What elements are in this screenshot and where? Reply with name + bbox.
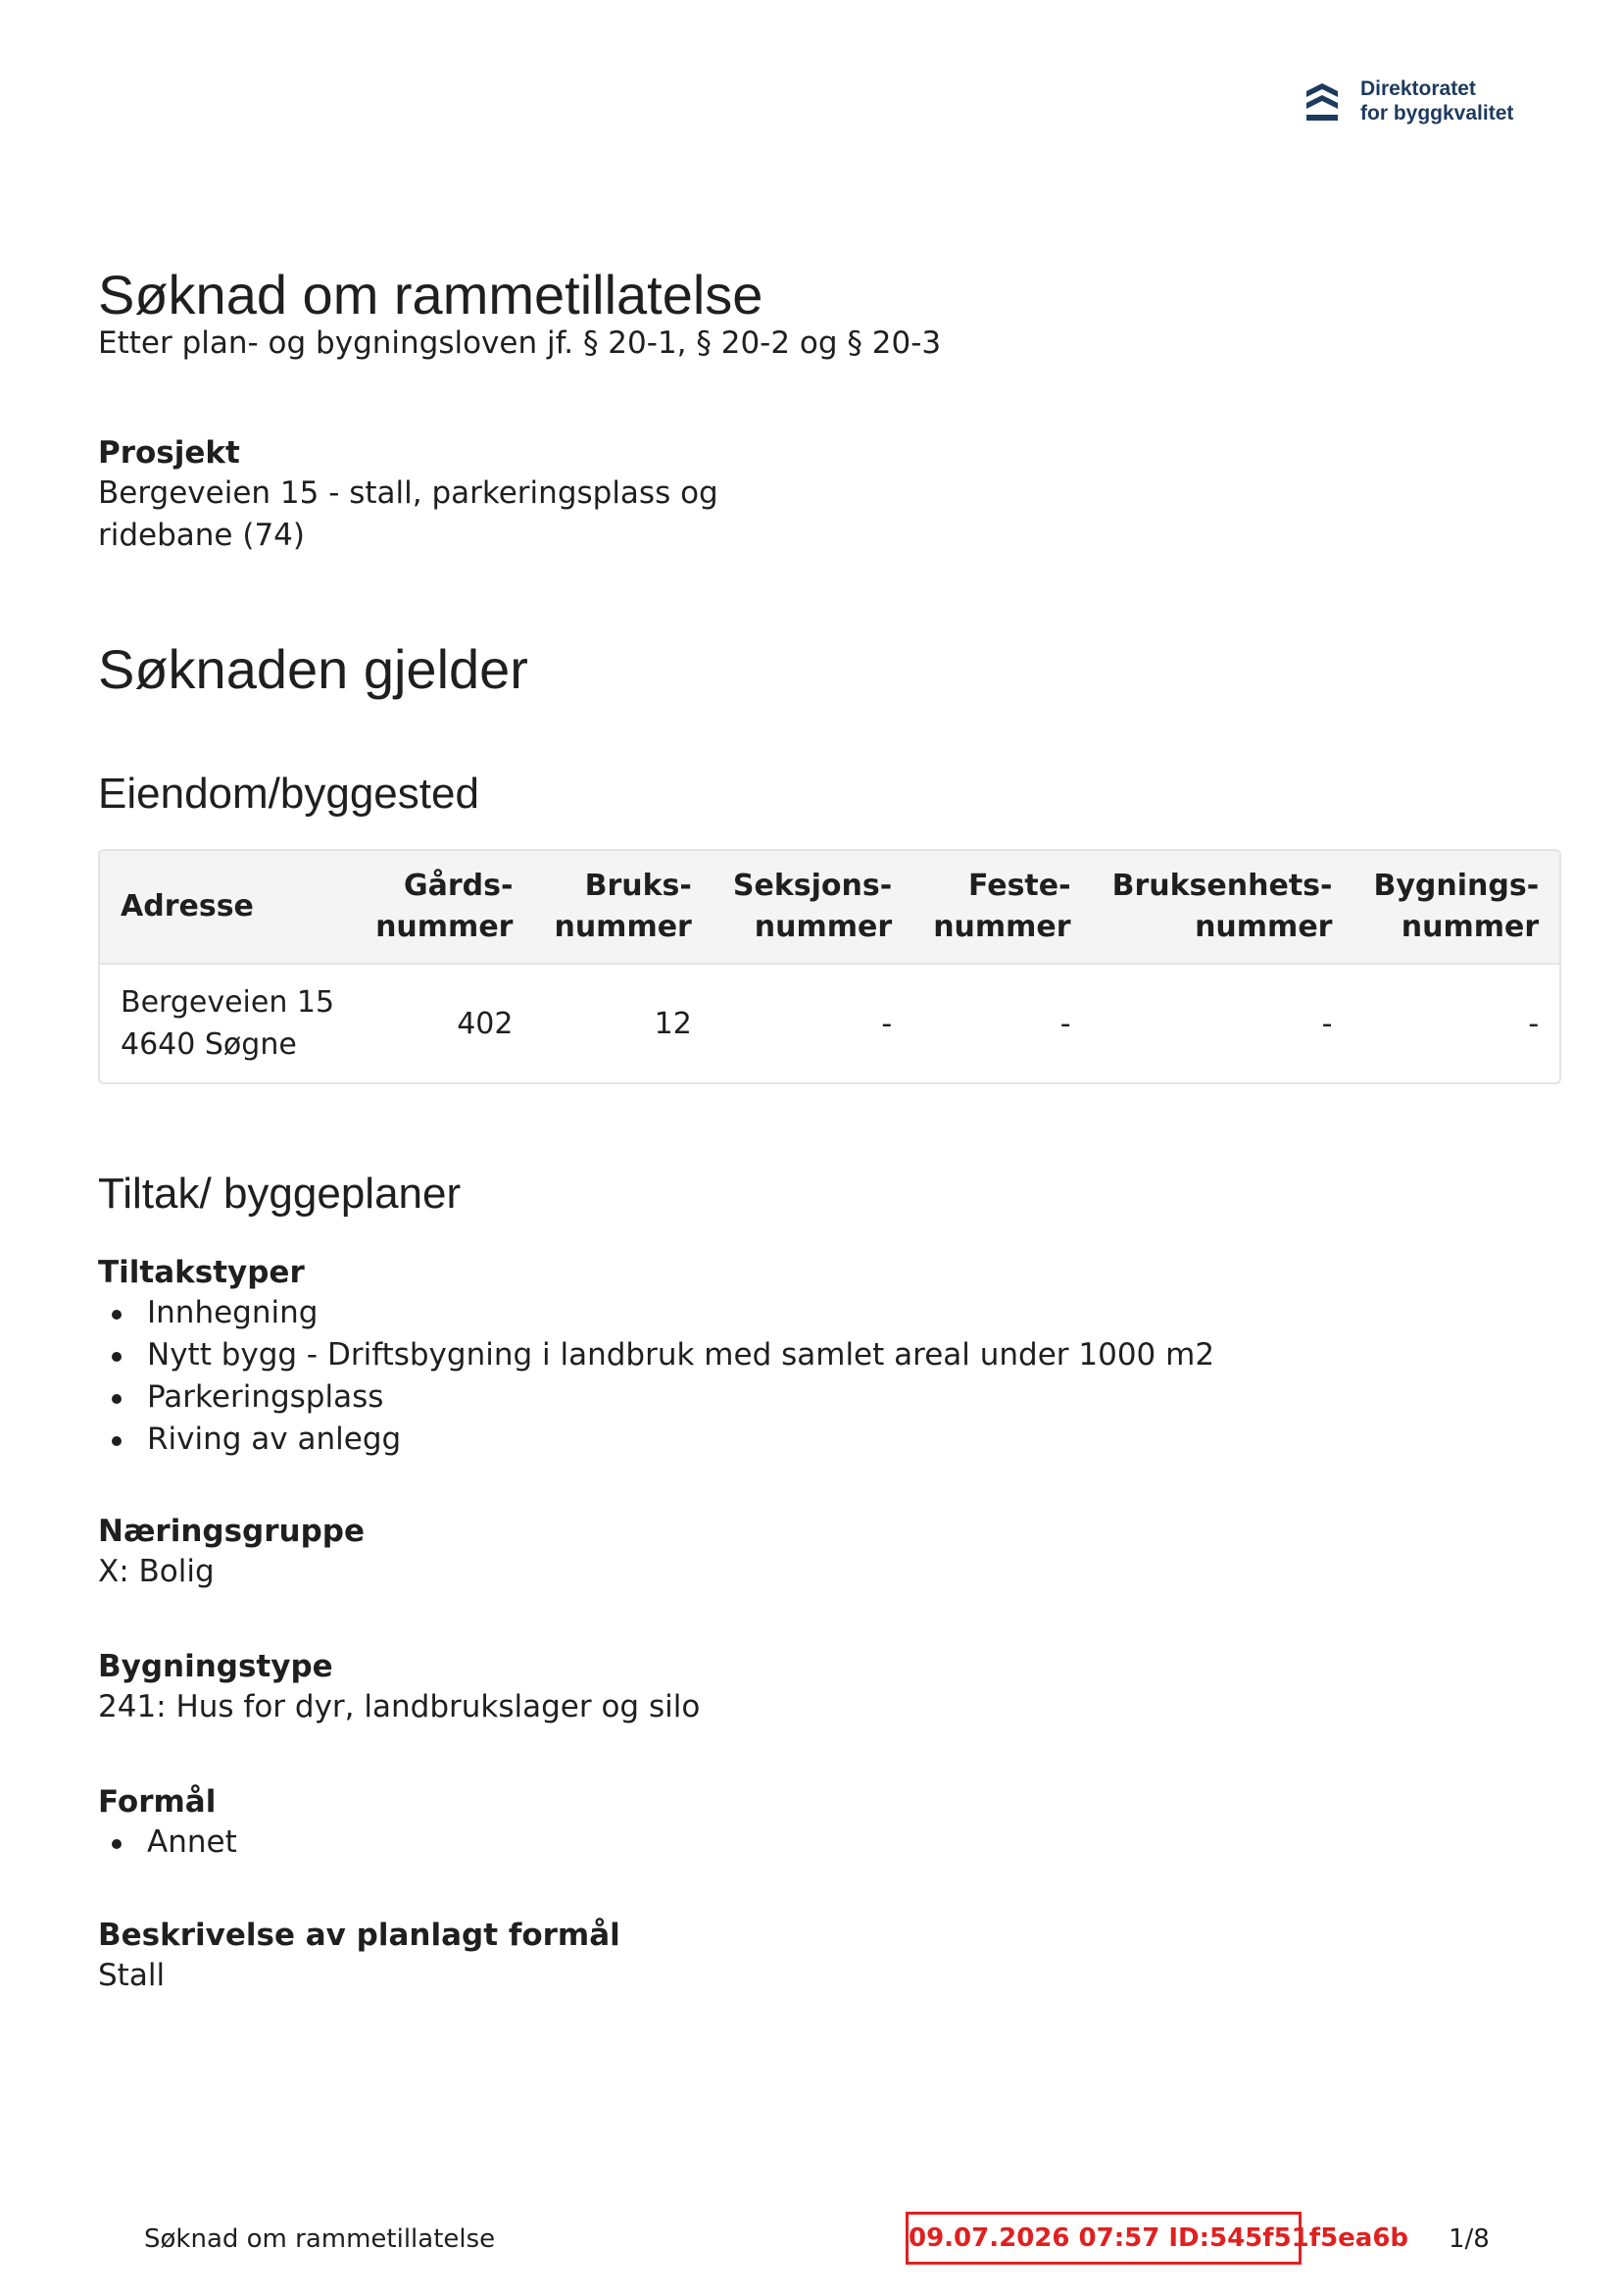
logo-line-1: Direktoratet [1360,77,1476,100]
col-bygningsnummer: Bygnings- nummer [1352,851,1559,965]
cell-bygningsnummer: - [1528,1006,1540,1041]
table-row [100,965,1559,1082]
logo-line-2: for byggkvalitet [1360,102,1514,125]
cell-gardsnummer: 402 [457,1006,514,1041]
formal-section [98,1782,1470,1864]
soknaden-gjelder-heading: Søknaden gjelder [98,638,528,700]
list-item: Riving av anlegg [98,1419,1470,1461]
list-item: Annet [98,1822,1470,1864]
footer-document-title: Søknad om rammetillatelse [144,2224,496,2254]
property-table [98,849,1561,1084]
tiltakstyper-label: Tiltakstyper [98,1255,305,1290]
tiltak-heading: Tiltak/ byggeplaner [98,1170,462,1218]
tiltakstyper-section [98,1253,1470,1461]
tiltakstyper-list [98,1292,1470,1461]
beskrivelse-section [98,1916,1470,1997]
prosjekt-section [98,433,745,557]
bygningstype-value: 241: Hus for dyr, landbrukslager og silo [98,1689,701,1724]
col-gardsnummer: Gårds- nummer [355,851,533,965]
prosjekt-value: Bergeveien 15 - stall, parkeringsplass og ridebane (74) [98,475,718,553]
formal-list [98,1822,1470,1864]
cell-bruksenhetsnummer: - [1321,1006,1333,1041]
beskrivelse-label: Beskrivelse av planlagt formål [98,1918,620,1953]
logo-chevrons-icon [1303,79,1341,123]
document-title: Søknad om rammetillatelse [98,264,763,325]
col-adresse: Adresse [100,851,355,965]
prosjekt-label: Prosjekt [98,435,240,471]
naeringsgruppe-section [98,1512,1470,1593]
property-table-header [100,851,1559,965]
document-subtitle: Etter plan- og bygningsloven jf. § 20-1, § 20-2 og § 20-3 [98,325,942,361]
col-bruksenhetsnummer: Bruksenhets- nummer [1092,851,1353,965]
cell-seksjonsnummer: - [881,1006,893,1041]
logo-wordmark [1360,76,1513,125]
beskrivelse-value: Stall [98,1958,166,1993]
list-item: Innhegning [98,1292,1470,1334]
eiendom-heading: Eiendom/byggested [98,770,479,818]
col-bruksnummer: Bruks- nummer [533,851,712,965]
cell-bruksnummer: 12 [654,1006,692,1041]
col-seksjonsnummer: Seksjons- nummer [713,851,912,965]
formal-label: Formål [98,1784,217,1820]
col-festenummer: Feste- nummer [912,851,1091,965]
cell-festenummer: - [1059,1006,1071,1041]
dibk-logo [1303,76,1513,125]
timestamp-id-stamp: 09.07.2026 07:57 ID:545f51f5ea6b [906,2212,1302,2265]
list-item: Parkeringsplass [98,1376,1470,1419]
cell-adresse: Bergeveien 15 4640 Søgne [121,985,335,1062]
bygningstype-label: Bygningstype [98,1649,333,1684]
naeringsgruppe-label: Næringsgruppe [98,1514,366,1549]
list-item: Nytt bygg - Driftsbygning i landbruk med samlet areal under 1000 m2 [98,1334,1470,1376]
naeringsgruppe-value: X: Bolig [98,1554,215,1589]
page-number: 1/8 [1449,2224,1490,2254]
bygningstype-section [98,1647,1470,1728]
